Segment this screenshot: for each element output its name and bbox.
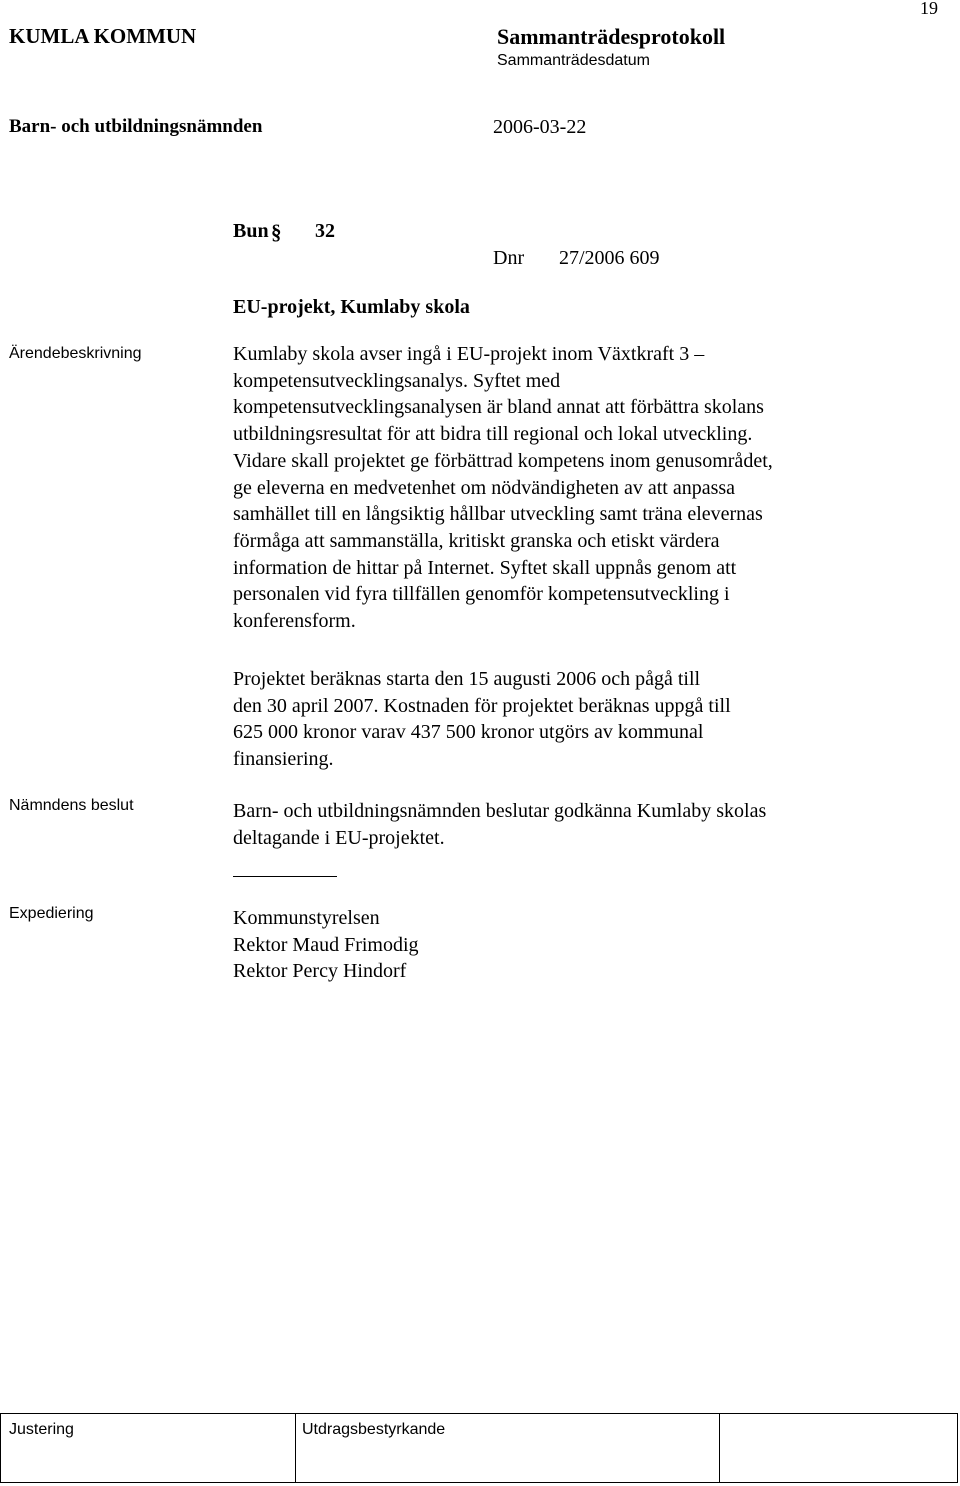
text-line: kompetensutvecklingsanalys. Syftet med <box>233 369 561 392</box>
signature-box <box>0 1413 958 1483</box>
text-line: finansiering. <box>233 748 334 771</box>
committee-name: Barn- och utbildningsnämnden <box>9 116 263 137</box>
text-line: Barn- och utbildningsnämnden beslutar godkänna Kumlaby skolas <box>233 800 767 822</box>
document-title: Sammanträdesprotokoll <box>497 24 726 49</box>
distribution-label: Expediering <box>9 905 94 922</box>
meeting-date-label: Sammanträdesdatum <box>497 52 650 69</box>
paragraph-number: 32 <box>315 220 335 242</box>
text-line: ge eleverna en medvetenhet om nödvändigheten av att anpassa <box>233 476 736 499</box>
text-line: utbildningsresultat för att bidra till regional och lokal utveckling. <box>233 423 753 446</box>
utdragsbestyrkande-label: Utdragsbestyrkande <box>302 1421 446 1438</box>
description-paragraph-1 <box>233 341 933 635</box>
paragraph-prefix: Bun <box>233 220 269 242</box>
text-line: personalen vid fyra tillfällen genomför kompetensutveckling i <box>233 583 730 606</box>
text-line: konferensform. <box>233 610 356 633</box>
decision-text <box>233 798 933 851</box>
text-line: Vidare skall projektet ge förbättrad kompetens inom genusområdet, <box>233 449 773 472</box>
dnr-value: 27/2006 609 <box>559 247 660 269</box>
text-line: förmåga att sammanställa, kritiskt granska och etiskt värdera <box>233 529 720 552</box>
box-divider <box>295 1414 296 1482</box>
distribution-list <box>233 905 933 985</box>
text-line: Kumlaby skola avser ingå i EU-projekt inom Växtkraft 3 – <box>233 343 705 365</box>
description-paragraph-2 <box>233 666 933 773</box>
text-line: information de hittar på Internet. Syftet skall uppnås genom att <box>233 556 737 579</box>
recipient: Rektor Maud Frimodig <box>233 933 419 956</box>
text-line: kompetensutvecklingsanalysen är bland annat att förbättra skolans <box>233 396 764 419</box>
decision-divider <box>233 876 337 877</box>
justering-label: Justering <box>9 1421 74 1438</box>
page-number: 19 <box>920 0 938 18</box>
recipient: Rektor Percy Hindorf <box>233 960 407 983</box>
dnr-label: Dnr <box>493 247 525 269</box>
meeting-date: 2006-03-22 <box>493 116 587 138</box>
section-sign: § <box>271 220 282 244</box>
recipient: Kommunstyrelsen <box>233 907 380 929</box>
text-line: Projektet beräknas starta den 15 augusti 2006 och pågå till <box>233 668 701 690</box>
case-title: EU-projekt, Kumlaby skola <box>233 296 470 318</box>
description-label: Ärendebeskrivning <box>9 345 142 362</box>
text-line: 625 000 kronor varav 437 500 kronor utgörs av kommunal <box>233 721 704 744</box>
box-divider <box>719 1414 720 1482</box>
text-line: samhället till en långsiktig hållbar utveckling samt träna elevernas <box>233 503 763 526</box>
text-line: deltagande i EU-projektet. <box>233 826 445 849</box>
text-line: den 30 april 2007. Kostnaden för projektet beräknas uppgå till <box>233 694 731 717</box>
municipality-name: KUMLA KOMMUN <box>9 24 197 48</box>
decision-label: Nämndens beslut <box>9 797 134 814</box>
